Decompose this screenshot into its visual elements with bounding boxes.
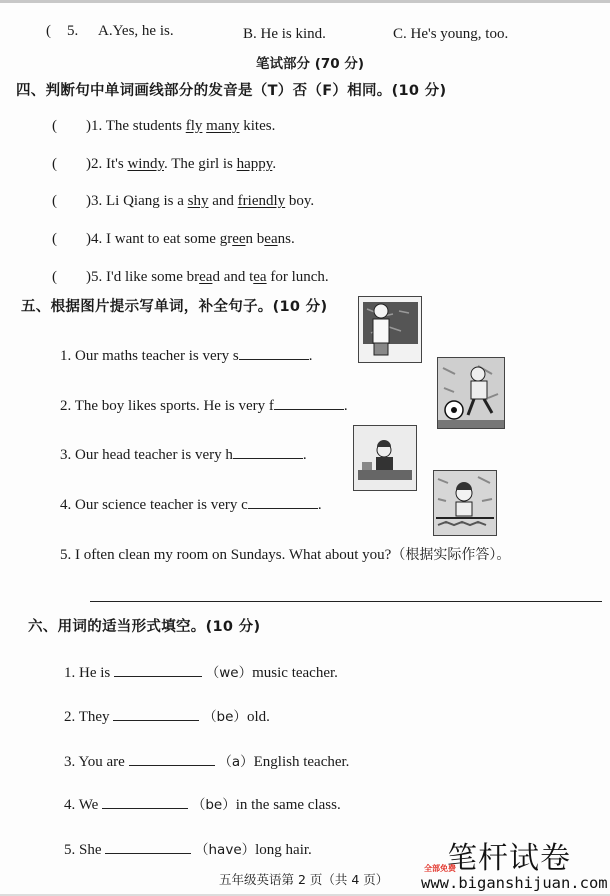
picture-teacher-desk [353, 425, 417, 491]
teacher-desk-icon [354, 426, 416, 490]
section6-title: 六、用词的适当形式填空。(10 分) [28, 619, 261, 635]
section4-title: 四、判断句中单词画线部分的发音是（T）否（F）相同。(10 分) [16, 83, 447, 99]
page-number-footer: 五年级英语第 2 页（共 4 页） [219, 872, 389, 887]
picture-boy-science [433, 470, 497, 536]
answer-blank[interactable] [274, 395, 344, 410]
section6-item-1: 1. He is （we）music teacher. [64, 661, 338, 682]
option-b: B. He is kind. [243, 26, 326, 42]
answer-blank[interactable] [248, 494, 318, 509]
option-a: A.Yes, he is. [98, 23, 174, 39]
answer-blank[interactable] [239, 345, 309, 360]
section5-item-2: 2. The boy likes sports. He is very f . [60, 395, 348, 415]
item-number: 5. [67, 23, 79, 39]
football-boy-icon [438, 358, 504, 428]
teacher-blackboard-icon [359, 297, 421, 362]
free-answer-line[interactable] [90, 601, 602, 602]
science-boy-icon [434, 471, 496, 535]
watermark-title: 笔杆试卷 [447, 841, 571, 876]
section6-item-3: 3. You are （a）English teacher. [64, 750, 349, 771]
picture-teacher-blackboard [358, 296, 422, 363]
answer-blank[interactable] [233, 444, 303, 459]
section6-item-4: 4. We （be）in the same class. [64, 793, 341, 814]
section4-item-5: ( )5. I'd like some bread and tea for lunch. [52, 269, 329, 285]
option-c: C. He's young, too. [393, 26, 509, 42]
written-part-title: 笔试部分 (70 分) [256, 56, 365, 72]
answer-blank[interactable] [113, 706, 199, 721]
section5-title: 五、根据图片提示写单词，补全句子。(10 分) [21, 299, 328, 315]
section5-item-4: 4. Our science teacher is very c . [60, 494, 322, 514]
answer-blank[interactable] [114, 662, 202, 677]
section6-item-5: 5. She （have）long hair. [64, 838, 312, 859]
section4-item-2: ( )2. It's windy. The girl is happy. [52, 156, 277, 172]
watermark-url[interactable]: www.biganshijuan.com [421, 874, 608, 892]
section6-item-2: 2. They （be）old. [64, 705, 270, 726]
answer-paren: ( [46, 23, 51, 39]
answer-blank[interactable] [129, 751, 215, 766]
section5-item-1: 1. Our maths teacher is very s . [60, 345, 312, 365]
section4-item-1: ( )1. The students fly many kites. [52, 118, 276, 134]
answer-blank[interactable] [102, 794, 188, 809]
section5-item-3: 3. Our head teacher is very h . [60, 444, 307, 464]
page-top-border [0, 0, 610, 3]
answer-blank[interactable] [105, 839, 191, 854]
section4-item-3: ( )3. Li Qiang is a shy and friendly boy. [52, 193, 315, 209]
watermark-free-tag: 全部免费 [424, 864, 456, 873]
picture-boy-football [437, 357, 505, 429]
section5-item-5: 5. I often clean my room on Sundays. What about you?（根据实际作答）。 [60, 547, 511, 563]
listening-item-5 [46, 23, 78, 40]
section4-item-4: ( )4. I want to eat some green beans. [52, 231, 295, 247]
